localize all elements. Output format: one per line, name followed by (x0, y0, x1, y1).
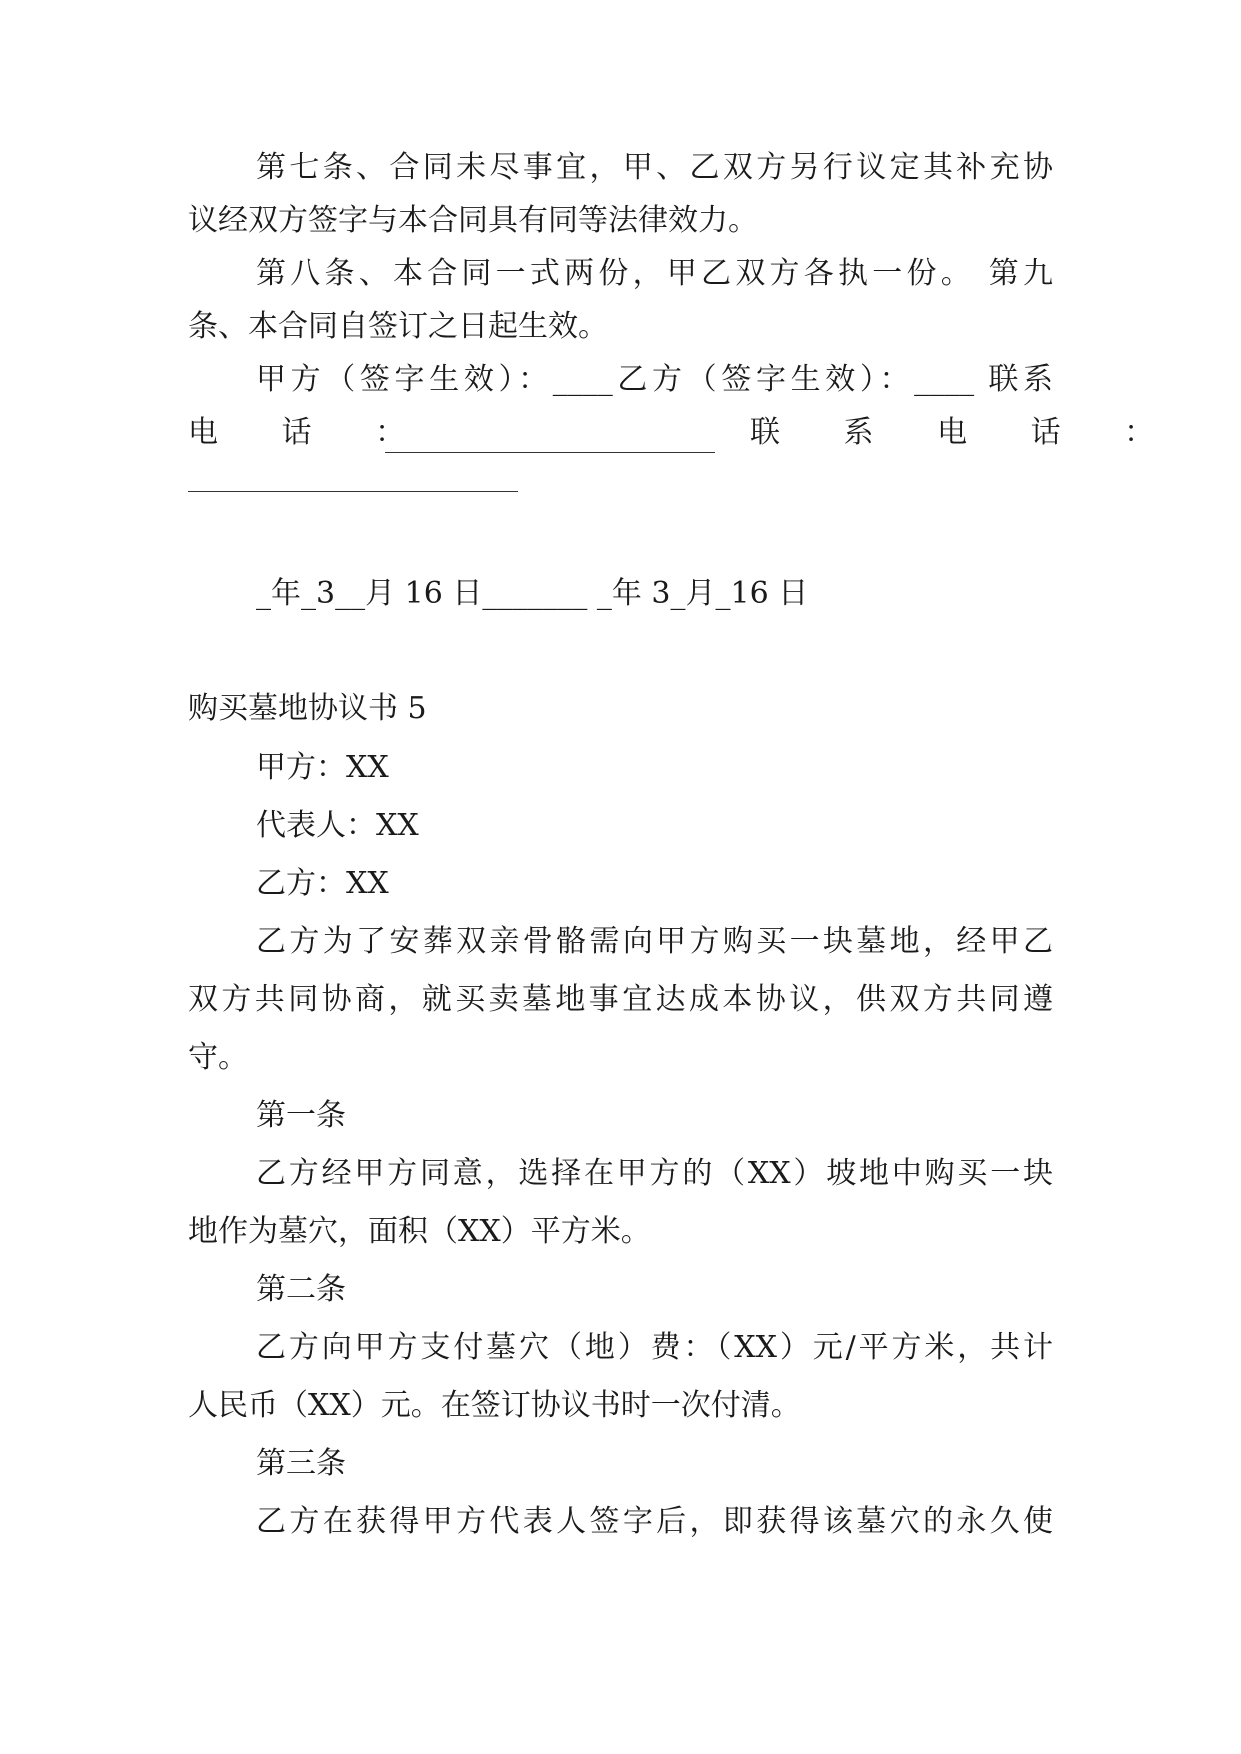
article-2-line-2: 人民币（XX）元。在签订协议书时一次付清。 (188, 1388, 801, 1423)
article-3-line-1: 乙方在获得甲方代表人签字后，即获得该墓穴的永久使 (256, 1504, 1053, 1539)
article-3-heading: 第三条 (256, 1446, 346, 1481)
party-a-phone-blank (385, 452, 715, 453)
intro-line-2: 双方共同协商，就买卖墓地事宜达成本协议，供双方共同遵 (188, 982, 1053, 1017)
article-7-line-2: 议经双方签字与本合同具有同等法律效力。 (188, 203, 758, 238)
party-a: 甲方：XX (256, 750, 389, 785)
representative: 代表人：XX (256, 808, 419, 843)
article-2-heading: 第二条 (256, 1272, 346, 1307)
intro-line-3: 守。 (188, 1040, 248, 1075)
party-b-phone-label: 联 系 电 话 ： (750, 415, 1182, 450)
article-2-line-1: 乙方向甲方支付墓穴（地）费：（XX）元/平方米，共计 (256, 1330, 1053, 1365)
article-9-line: 条、本合同自签订之日起生效。 (188, 309, 608, 344)
article-1-line-2: 地作为墓穴，面积（XX）平方米。 (188, 1214, 651, 1249)
party-b-phone-blank (188, 491, 518, 492)
signing-date-line: _年_3__月 16 日_______ _年 3_月_16 日 (256, 576, 809, 611)
article-1-line-1: 乙方经甲方同意，选择在甲方的（XX）坡地中购买一块 (256, 1156, 1053, 1191)
party-a-phone-label: 电 话 ： (188, 415, 433, 450)
signature-line-1: 甲方（签字生效）：____乙方（签字生效）：____ 联系 (256, 362, 1053, 397)
agreement-title: 购买墓地协议书 5 (188, 691, 427, 726)
intro-line-1: 乙方为了安葬双亲骨骼需向甲方购买一块墓地，经甲乙 (256, 924, 1053, 959)
article-7-line-1: 第七条、合同未尽事宜，甲、乙双方另行议定其补充协 (256, 150, 1053, 185)
article-1-heading: 第一条 (256, 1098, 346, 1133)
party-b: 乙方：XX (256, 866, 389, 901)
article-8-line-1: 第八条、本合同一式两份，甲乙双方各执一份。 第九 (256, 256, 1053, 291)
